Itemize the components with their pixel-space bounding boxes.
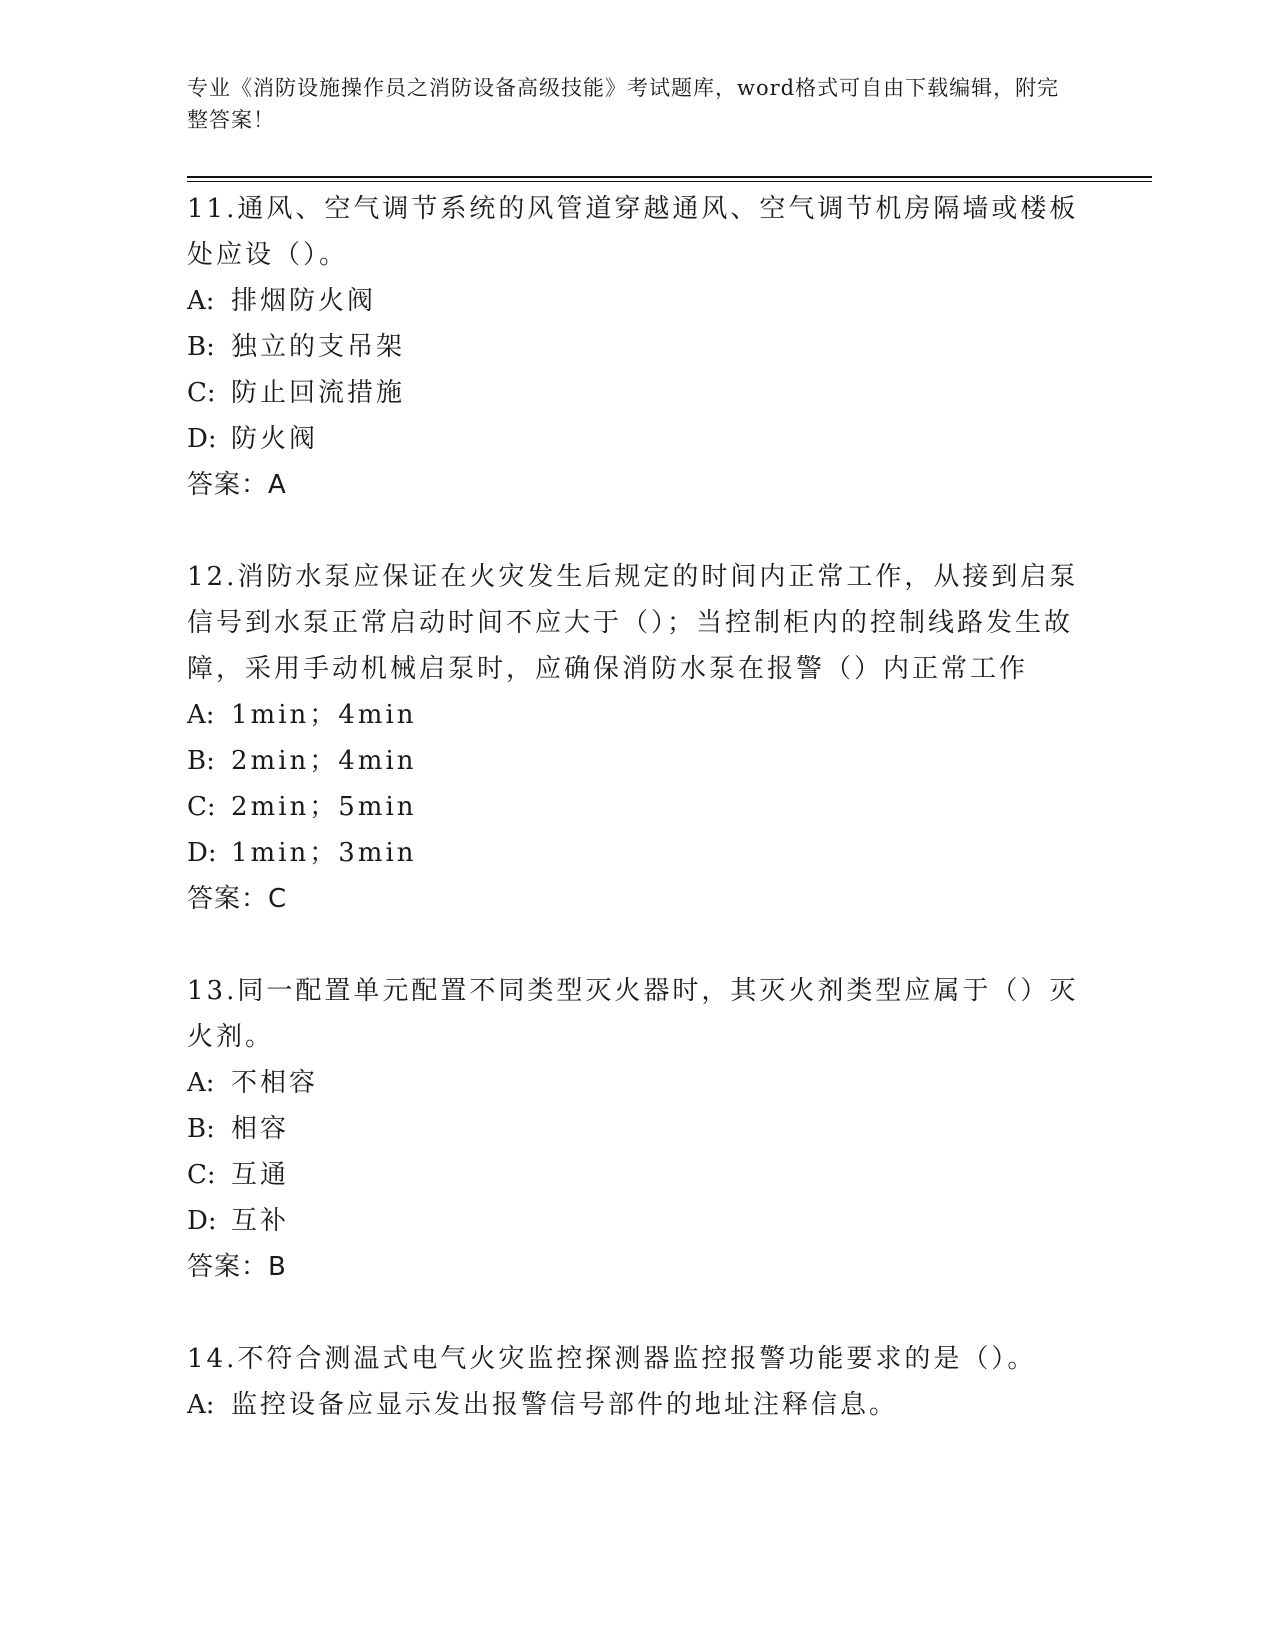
option-letter: D: [187, 1206, 217, 1236]
option-b [187, 1106, 1087, 1152]
question-stem: 12.消防水泵应保证在火灾发生后规定的时间内正常工作，从接到启泵信号到水泵正常启动时间不应大于（）；当控制柜内的控制线路发生故障，采用手动机械启泵时，应确保消防水泵在报警（）内正常工作 [187, 562, 1079, 684]
option-text: 排烟防火阀 [231, 286, 377, 316]
option-c [187, 784, 1087, 830]
option-d [187, 1198, 1087, 1244]
question-stem: 13.同一配置单元配置不同类型灭火器时，其灭火剂类型应属于（）灭火剂。 [187, 976, 1079, 1052]
option-b [187, 324, 1087, 370]
option-a [187, 1060, 1087, 1106]
question-13 [187, 968, 1087, 1290]
option-text: 独立的支吊架 [231, 332, 406, 362]
option-letter: B: [187, 746, 215, 776]
option-text: 2min；5min [231, 792, 417, 822]
option-letter: D: [187, 424, 217, 454]
document-header: 专业《消防设施操作员之消防设备高级技能》考试题库，word格式可自由下载编辑，附完整答案！ [187, 76, 1060, 132]
answer-line: 答案：B [187, 1252, 287, 1282]
answer-line: 答案：C [187, 884, 288, 914]
option-b [187, 738, 1087, 784]
option-letter: A: [187, 1068, 215, 1098]
option-letter: A: [187, 1390, 215, 1420]
option-letter: B: [187, 1114, 215, 1144]
option-letter: B: [187, 332, 215, 362]
header-divider-thick [187, 176, 1152, 178]
question-11 [187, 186, 1087, 508]
option-c [187, 370, 1087, 416]
option-text: 1min；4min [231, 700, 417, 730]
option-text: 1min；3min [231, 838, 417, 868]
question-14 [187, 1336, 1087, 1428]
question-list [187, 186, 1087, 1474]
option-text: 2min；4min [231, 746, 417, 776]
question-stem: 11.通风、空气调节系统的风管道穿越通风、空气调节机房隔墙或楼板处应设（）。 [187, 194, 1079, 270]
option-a [187, 1382, 1087, 1428]
option-d [187, 830, 1087, 876]
option-text: 防止回流措施 [231, 378, 406, 408]
option-d [187, 416, 1087, 462]
option-letter: A: [187, 286, 215, 316]
option-a [187, 278, 1087, 324]
answer-line: 答案：A [187, 470, 287, 500]
question-12 [187, 554, 1087, 922]
option-letter: D: [187, 838, 217, 868]
option-text: 防火阀 [231, 424, 319, 454]
option-text: 互通 [231, 1160, 290, 1190]
option-letter: A: [187, 700, 215, 730]
option-letter: C: [187, 792, 216, 822]
option-text: 监控设备应显示发出报警信号部件的地址注释信息。 [231, 1390, 899, 1420]
option-a [187, 692, 1087, 738]
option-letter: C: [187, 1160, 216, 1190]
question-stem: 14.不符合测温式电气火灾监控探测器监控报警功能要求的是（）。 [187, 1344, 1037, 1374]
option-text: 互补 [231, 1206, 290, 1236]
header-divider-thin [187, 181, 1152, 182]
option-c [187, 1152, 1087, 1198]
option-text: 相容 [231, 1114, 290, 1144]
option-letter: C: [187, 378, 216, 408]
option-text: 不相容 [231, 1068, 319, 1098]
